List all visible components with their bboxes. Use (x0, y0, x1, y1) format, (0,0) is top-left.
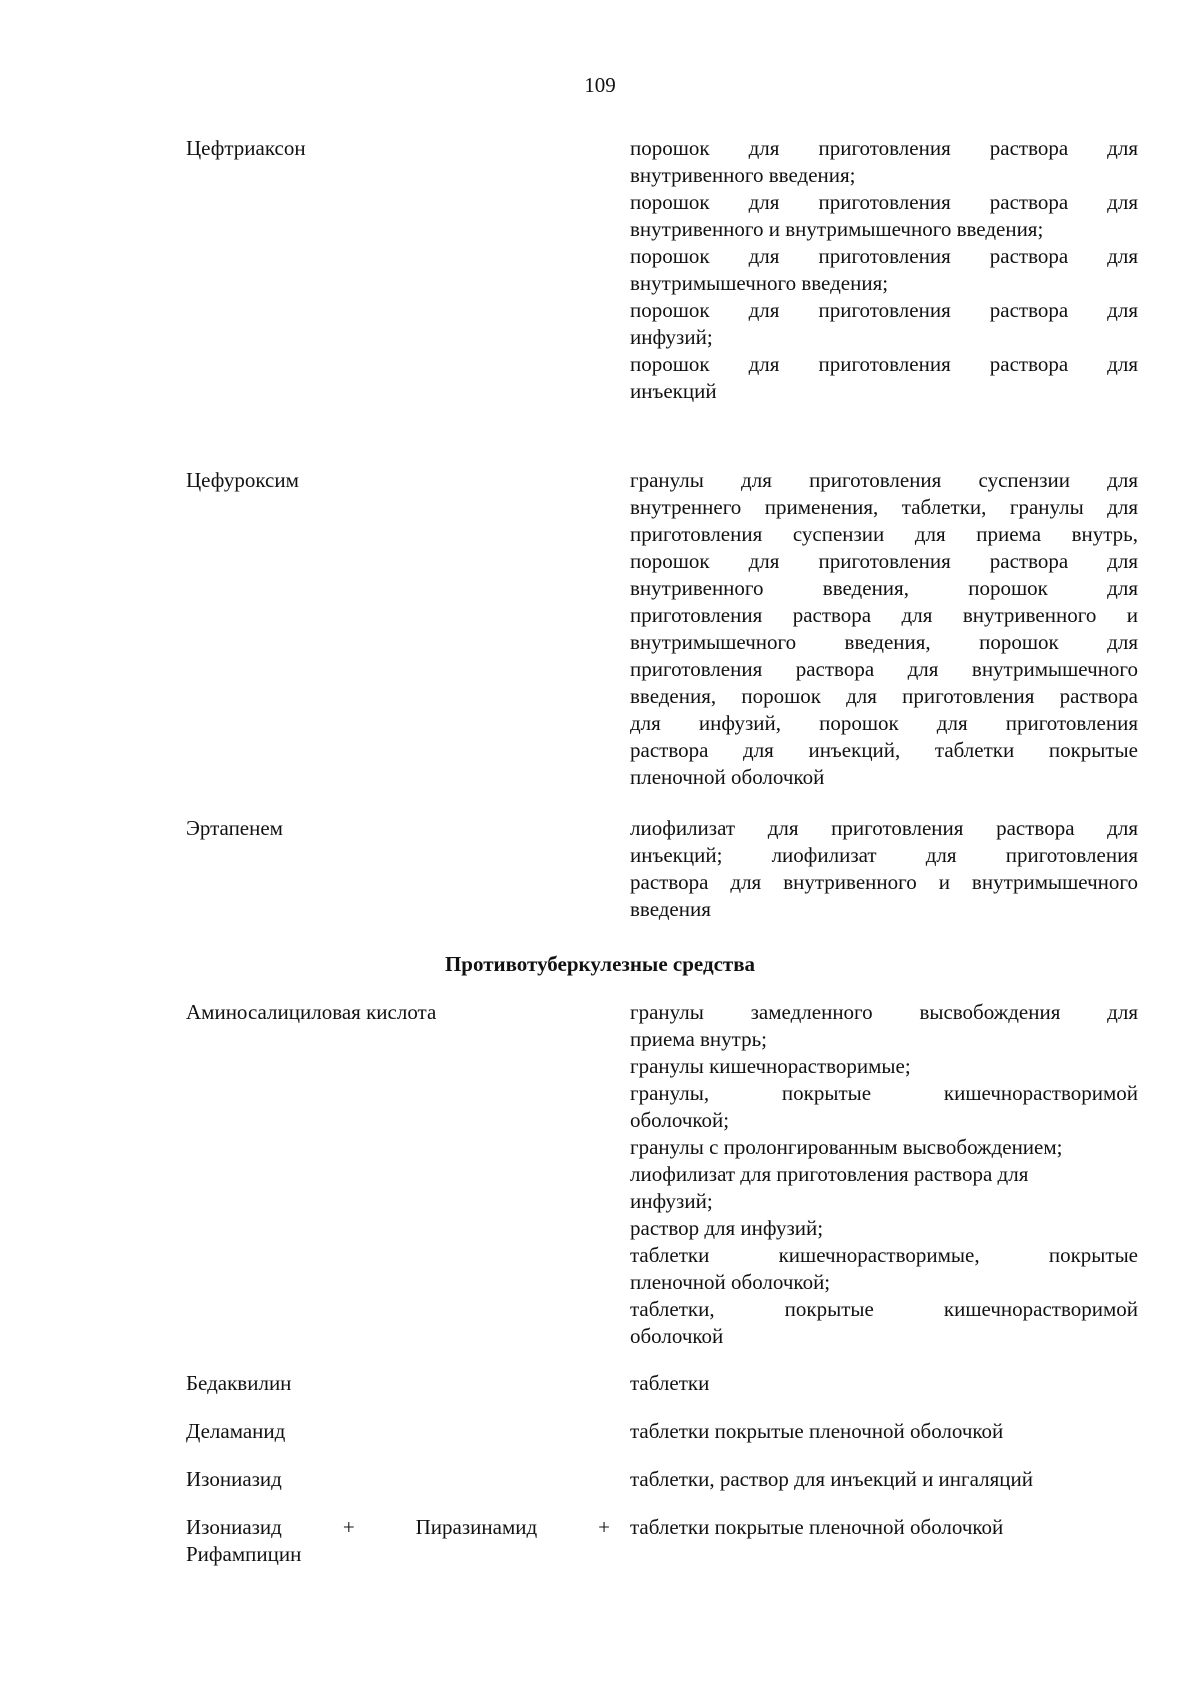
dosage-form-line: гранулы замедленного высвобождения для (630, 1000, 1138, 1024)
dosage-form-line: гранулы кишечнорастворимые; (630, 1054, 911, 1078)
dosage-form-line: инфузий; (630, 325, 713, 349)
dosage-form-line: порошок для приготовления раствора для (630, 298, 1138, 322)
dosage-forms (630, 1514, 1138, 1541)
page-number: 109 (584, 73, 616, 97)
dosage-form-line: таблетки (630, 1371, 710, 1395)
dosage-form-line: порошок для приготовления раствора для (630, 244, 1138, 268)
drug-name: Цефтриаксон (186, 136, 306, 160)
dosage-forms (630, 467, 1138, 791)
drug-name-part: Изониазид (186, 1515, 282, 1539)
dosage-forms (630, 815, 1138, 923)
dosage-form-line: инъекций (630, 379, 717, 403)
dosage-form-line: оболочкой (630, 1324, 724, 1348)
dosage-form-line: внутримышечного введения; (630, 271, 889, 295)
dosage-form-line: таблетки покрытые пленочной оболочкой (630, 1419, 1004, 1443)
dosage-form-line: приготовления раствора для внутривенного и (630, 603, 1138, 627)
dosage-form-line: гранулы для приготовления суспензии для (630, 468, 1138, 492)
dosage-form-line: таблетки кишечнорастворимые, покрытые (630, 1243, 1138, 1267)
dosage-form-line: порошок для приготовления раствора для (630, 190, 1138, 214)
dosage-form-line: внутривенного введения, порошок для (630, 576, 1138, 600)
dosage-forms (630, 135, 1138, 405)
drug-name-plus: + (342, 1515, 355, 1539)
drug-name-part: Пиразинамид (415, 1515, 538, 1539)
drug-name (186, 1514, 610, 1568)
dosage-form-line: раствора для инъекций, таблетки покрытые (630, 738, 1138, 762)
dosage-form-line: таблетки, раствор для инъекций и ингаляций (630, 1467, 1034, 1491)
dosage-form-line: порошок для приготовления раствора для (630, 549, 1138, 573)
dosage-form-line: гранулы, покрытые кишечнорастворимой (630, 1081, 1138, 1105)
drug-name: Аминосалициловая кислота (186, 1000, 437, 1024)
drug-name: Цефуроксим (186, 468, 299, 492)
dosage-form-line: пленочной оболочкой (630, 765, 825, 789)
drug-name: Эртапенем (186, 816, 283, 840)
dosage-form-line: внутреннего применения, таблетки, гранулы для (630, 495, 1138, 519)
section-heading: Противотуберкулезные средства (444, 952, 756, 976)
drug-name-plus: + (598, 1515, 610, 1539)
dosage-form-line: для инфузий, порошок для приготовления (630, 711, 1138, 735)
dosage-forms (630, 1466, 1138, 1493)
dosage-form-line: гранулы с пролонгированным высвобождением; (630, 1135, 1063, 1159)
dosage-form-line: таблетки покрытые пленочной оболочкой (630, 1515, 1004, 1539)
dosage-form-line: приготовления раствора для внутримышечного (630, 657, 1138, 681)
dosage-form-line: порошок для приготовления раствора для (630, 136, 1138, 160)
dosage-form-line: лиофилизат для приготовления раствора для (630, 1162, 1029, 1186)
dosage-form-line: внутримышечного введения, порошок для (630, 630, 1138, 654)
dosage-form-line: внутривенного и внутримышечного введения; (630, 217, 1044, 241)
dosage-form-line: введения (630, 897, 711, 921)
drug-name: Изониазид (186, 1467, 282, 1491)
drug-name: Деламанид (186, 1419, 286, 1443)
dosage-form-line: раствор для инфузий; (630, 1216, 824, 1240)
dosage-form-line: инфузий; (630, 1189, 713, 1213)
dosage-form-line: лиофилизат для приготовления раствора для (630, 816, 1138, 840)
dosage-form-line: введения, порошок для приготовления раствора (630, 684, 1138, 708)
dosage-form-line: оболочкой; (630, 1108, 730, 1132)
dosage-form-line: пленочной оболочкой; (630, 1270, 831, 1294)
drug-name-first-line (186, 1514, 610, 1541)
dosage-form-line: порошок для приготовления раствора для (630, 352, 1138, 376)
dosage-form-line: раствора для внутривенного и внутримышечного (630, 870, 1138, 894)
dosage-forms (630, 1370, 1138, 1397)
drug-name: Бедаквилин (186, 1371, 292, 1395)
dosage-form-line: приема внутрь; (630, 1027, 768, 1051)
dosage-form-line: инъекций; лиофилизат для приготовления (630, 843, 1138, 867)
dosage-forms (630, 999, 1138, 1350)
dosage-form-line: таблетки, покрытые кишечнорастворимой (630, 1297, 1138, 1321)
drug-name-second-line: Рифампицин (186, 1542, 302, 1566)
dosage-form-line: приготовления суспензии для приема внутрь, (630, 522, 1138, 546)
dosage-form-line: внутривенного введения; (630, 163, 856, 187)
dosage-forms (630, 1418, 1138, 1445)
